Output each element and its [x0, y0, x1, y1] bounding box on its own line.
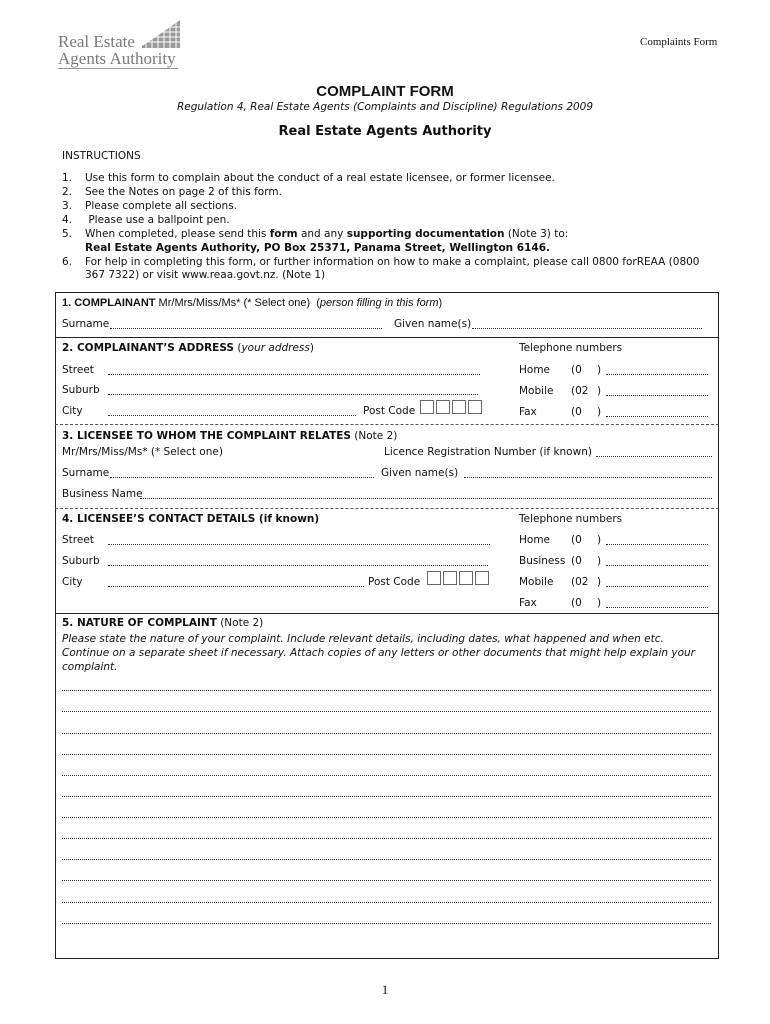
s4-phone-heading: Telephone numbers	[519, 513, 623, 525]
close-paren: )	[597, 364, 602, 376]
s2-mobile-label: Mobile	[519, 385, 554, 397]
instruction-num: 5.	[62, 228, 73, 240]
s2-city-label: City	[62, 405, 83, 417]
section-4-heading: 4. LICENSEE’S CONTACT DETAILS (if known)	[62, 513, 320, 525]
s5-instruction-line: Continue on a separate sheet if necessary. Attach copies of any letters or other documents that might help explain your	[62, 647, 695, 659]
s4-postcode-boxes[interactable]	[427, 571, 491, 585]
s2-postcode-label: Post Code	[363, 405, 416, 417]
s4-street-field[interactable]	[108, 544, 490, 545]
s4-city-field[interactable]	[108, 586, 364, 587]
s4-mobile-label: Mobile	[519, 576, 554, 588]
s2-fax-field[interactable]	[606, 416, 708, 417]
complainant-surname-field[interactable]	[110, 328, 382, 329]
s3-business-label: Business Name	[62, 488, 143, 500]
s4-home-code: (0	[571, 534, 582, 546]
regulation-subtitle: Regulation 4, Real Estate Agents (Complaints and Discipline) Regulations 2009	[176, 101, 594, 113]
page-title: COMPLAINT FORM	[316, 83, 454, 100]
close-paren: )	[597, 576, 602, 588]
complaint-line[interactable]	[62, 775, 711, 776]
s2-mobile-field[interactable]	[606, 395, 708, 396]
s2-suburb-field[interactable]	[108, 394, 478, 395]
divider	[55, 424, 719, 425]
s4-business-label: Business	[519, 555, 566, 567]
s4-postcode-label: Post Code	[368, 576, 421, 588]
divider	[55, 508, 719, 509]
s2-postcode-boxes[interactable]	[420, 400, 484, 414]
instruction-num: 4.	[62, 214, 73, 226]
s4-mobile-code: (02	[571, 576, 589, 588]
section-2-heading: 2. COMPLAINANT’S ADDRESS (your address)	[62, 342, 314, 354]
complaint-line[interactable]	[62, 754, 711, 755]
instruction-text: For help in completing this form, or further information on how to make a complaint, please call 0800 forREAA (0800	[85, 256, 700, 268]
complaint-line[interactable]	[62, 711, 711, 712]
s4-business-field[interactable]	[606, 565, 708, 566]
s2-phone-heading: Telephone numbers	[519, 342, 623, 354]
s3-titles-label: Mr/Mrs/Miss/Ms* (* Select one)	[62, 446, 223, 458]
complaint-line[interactable]	[62, 923, 711, 924]
complaint-line[interactable]	[62, 817, 711, 818]
instruction-num: 6.	[62, 256, 73, 268]
divider	[55, 337, 719, 338]
s4-home-field[interactable]	[606, 544, 708, 545]
s2-home-field[interactable]	[606, 374, 708, 375]
authority-heading: Real Estate Agents Authority	[278, 124, 492, 139]
s3-surname-label: Surname	[62, 467, 110, 479]
logo-text-line1: Real Estate	[58, 32, 135, 51]
complaint-line[interactable]	[62, 838, 711, 839]
s2-street-field[interactable]	[108, 374, 480, 375]
s4-street-label: Street	[62, 534, 94, 546]
instruction-text: 367 7322) or visit www.reaa.govt.nz. (Note 1)	[85, 269, 326, 281]
close-paren: )	[597, 534, 602, 546]
s3-surname-field[interactable]	[110, 477, 374, 478]
s4-fax-code: (0	[571, 597, 582, 609]
complainant-surname-label: Surname	[62, 318, 110, 330]
s3-licence-label: Licence Registration Number (if known)	[384, 446, 592, 458]
close-paren: )	[597, 385, 602, 397]
s4-business-code: (0	[571, 555, 582, 567]
s2-street-label: Street	[62, 364, 94, 376]
logo-underline	[58, 68, 178, 69]
s4-fax-label: Fax	[519, 597, 537, 609]
complaint-line[interactable]	[62, 880, 711, 881]
instruction-text: Please complete all sections.	[85, 200, 238, 212]
s2-suburb-label: Suburb	[62, 384, 100, 396]
s2-city-field[interactable]	[108, 415, 356, 416]
complaint-line[interactable]	[62, 859, 711, 860]
instruction-address: Real Estate Agents Authority, PO Box 25371, Panama Street, Wellington 6146.	[85, 242, 551, 254]
s3-licence-field[interactable]	[596, 456, 712, 457]
instruction-text: Please use a ballpoint pen.	[85, 214, 230, 226]
complainant-given-label: Given name(s)	[394, 318, 472, 330]
s4-city-label: City	[62, 576, 83, 588]
s2-fax-label: Fax	[519, 406, 537, 418]
s3-given-label: Given name(s)	[381, 467, 459, 479]
section-1-heading: 1. COMPLAINANT Mr/Mrs/Miss/Ms* (* Select one) (person filling in this form)	[62, 297, 443, 309]
complaint-line[interactable]	[62, 902, 711, 903]
section-3-heading: 3. LICENSEE TO WHOM THE COMPLAINT RELATES (Note 2)	[62, 430, 398, 442]
close-paren: )	[597, 597, 602, 609]
instructions-heading: INSTRUCTIONS	[62, 150, 141, 162]
s2-home-label: Home	[519, 364, 551, 376]
divider	[55, 613, 719, 614]
complaint-line[interactable]	[62, 796, 711, 797]
instruction-text: When completed, please send this form and any supporting documentation (Note 3) to:	[85, 228, 569, 240]
complaint-line[interactable]	[62, 733, 711, 734]
s4-suburb-field[interactable]	[108, 565, 488, 566]
instruction-text: Use this form to complain about the conduct of a real estate licensee, or former licensee.	[85, 172, 555, 184]
page-number: 1	[381, 982, 389, 997]
logo-text-line2: Agents Authority	[58, 49, 176, 68]
section-5-heading: 5. NATURE OF COMPLAINT (Note 2)	[62, 617, 264, 629]
s5-instruction-line: complaint.	[62, 661, 118, 673]
close-paren: )	[597, 406, 602, 418]
instruction-text: See the Notes on page 2 of this form.	[85, 186, 282, 198]
complaint-line[interactable]	[62, 690, 711, 691]
instruction-num: 3.	[62, 200, 73, 212]
doc-label: Complaints Form	[640, 36, 718, 48]
s2-mobile-code: (02	[571, 385, 589, 397]
s3-business-field[interactable]	[140, 498, 712, 499]
s4-fax-field[interactable]	[606, 607, 708, 608]
s2-home-code: (0	[571, 364, 582, 376]
s5-instruction-line: Please state the nature of your complaint. Include relevant details, including dates, what happened and when etc.	[62, 633, 664, 645]
s4-home-label: Home	[519, 534, 551, 546]
s3-given-field[interactable]	[464, 477, 712, 478]
s4-suburb-label: Suburb	[62, 555, 100, 567]
complainant-given-field[interactable]	[472, 328, 702, 329]
logo-building-icon	[140, 18, 182, 48]
instruction-num: 1.	[62, 172, 73, 184]
close-paren: )	[597, 555, 602, 567]
instruction-num: 2.	[62, 186, 73, 198]
s4-mobile-field[interactable]	[606, 586, 708, 587]
s2-fax-code: (0	[571, 406, 582, 418]
